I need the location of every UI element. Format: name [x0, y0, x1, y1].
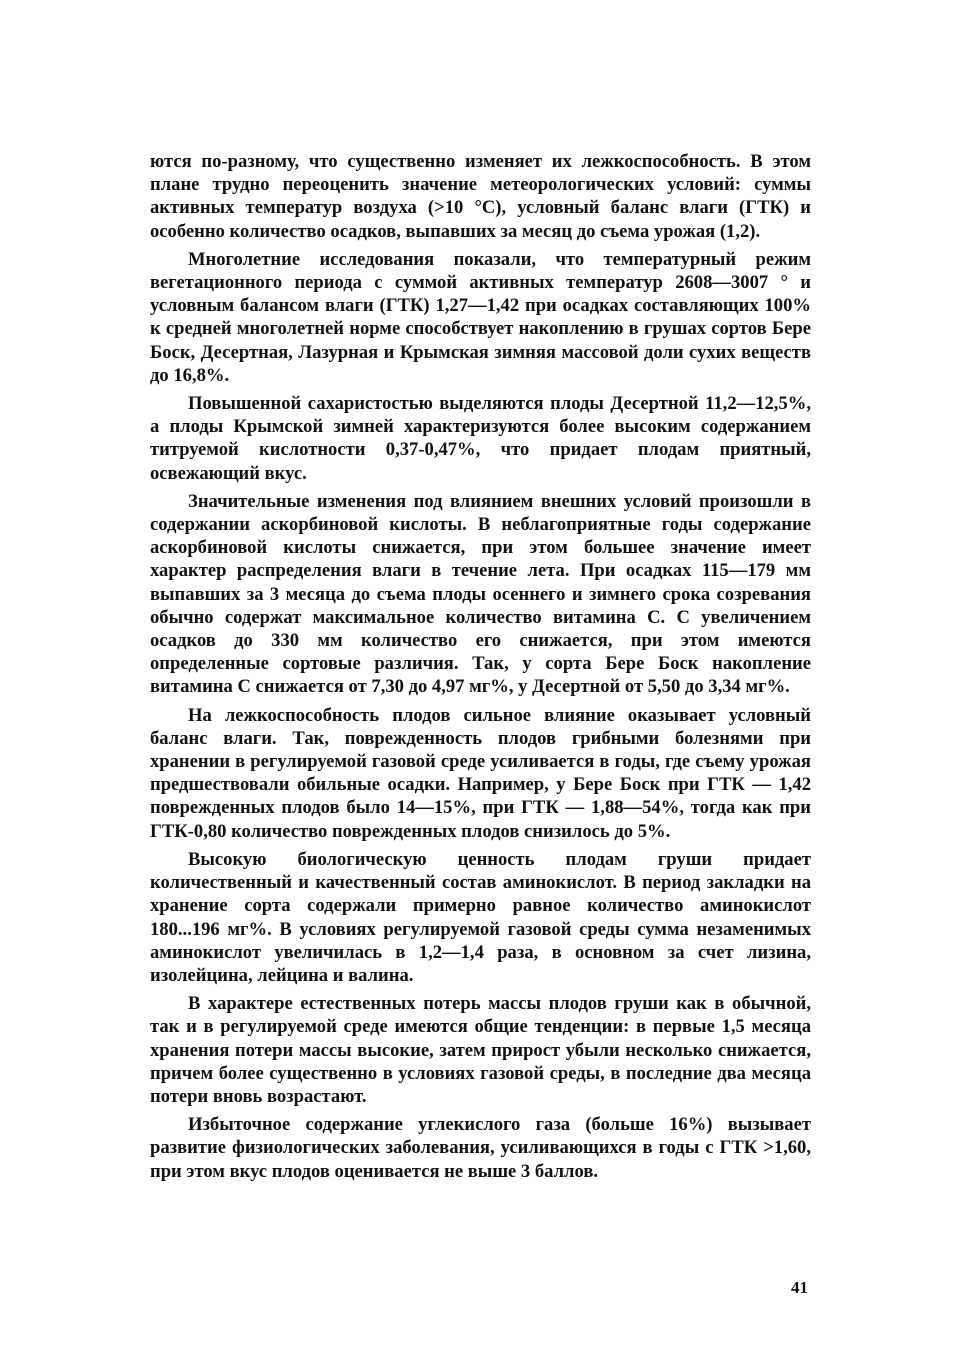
paragraph-4: Значительные изменения под влиянием внешних условий произошли в содержании аскорбиновой кислоты. В неблагоприятные годы содержание аскорбиновой кислоты снижается, при этом большее значение имеет характер распределения влаги в течение лета. При осадках 115—179 мм выпавших за 3 месяца до съема плоды осеннего и зимнего срока созревания обычно содержат максимальное количество витамина С. С увеличением осадков до 330 мм количество его снижается, при этом имеются определенные сортовые различия. Так, у сорта Бере Боск накопление витамина С снижается от 7,30 до 4,97 мг%, у Десертной от 5,50 до 3,34 мг%. [150, 490, 811, 698]
paragraph-8: Избыточное содержание углекислого газа (больше 16%) вызывает развитие физиологических заболевания, усиливающихся в годы с ГТК >1,60, при этом вкус плодов оценивается не выше 3 баллов. [150, 1114, 811, 1182]
paragraph-7: В характере естественных потерь массы плодов груши как в обычной, так и в регулируемой среде имеются общие тенденции: в первые 1,5 месяца хранения потери массы высокие, затем прирост убыли несколько снижается, причем более существенно в условиях газовой среды, в последние два месяца потери вновь возрастают. [150, 993, 811, 1107]
paragraph-6: Высокую биологическую ценность плодам груши придает количественный и качественный состав аминокислот. В период закладки на хранение сорта содержали примерно равное количество аминокислот 180...196 мг%. В условиях регулируемой газовой среды сумма незаменимых аминокислот увеличилась в 1,2—1,4 раза, в основном за счет лизина, изолейцина, лейцина и валина. [150, 848, 811, 986]
page-body [150, 150, 811, 1310]
paragraph-1: ются по-разному, что существенно изменяет их лежкоспособность. В этом плане трудно переоценить значение метеорологических условий: суммы активных температур воздуха (>10 °С), условный баланс влаги (ГТК) и особенно количество осадков, выпавших за месяц до съема урожая (1,2). [150, 151, 811, 242]
paragraph-2: Многолетние исследования показали, что температурный режим вегетационного периода с суммой активных температур 2608—3007 ° и условным балансом влаги (ГТК) 1,27—1,42 при осадках составляющих 100% к средней многолетней норме способствует накоплению в грушах сортов Бере Боск, Десертная, Лазурная и Крымская зимняя массовой доли сухих веществ до 16,8%. [150, 248, 811, 386]
paragraph-3: Повышенной сахаристостью выделяются плоды Десертной 11,2—12,5%, а плоды Крымской зимней характеризуются более высоким содержанием титруемой кислотности 0,37-0,47%, что придает плодам приятный, освежающий вкус. [150, 393, 811, 484]
paragraph-5: На лежкоспособность плодов сильное влияние оказывает условный баланс влаги. Так, поврежденность плодов грибными болезнями при хранении в регулируемой газовой среде усиливается в годы, где съему урожая предшествовали обильные осадки. Например, у Бере Боск при ГТК — 1,42 поврежденных плодов было 14—15%, при ГТК — 1,88—54%, тогда как при ГТК-0,80 количество поврежденных плодов снизилось до 5%. [150, 704, 811, 842]
page-number: 41 [791, 1278, 808, 1297]
